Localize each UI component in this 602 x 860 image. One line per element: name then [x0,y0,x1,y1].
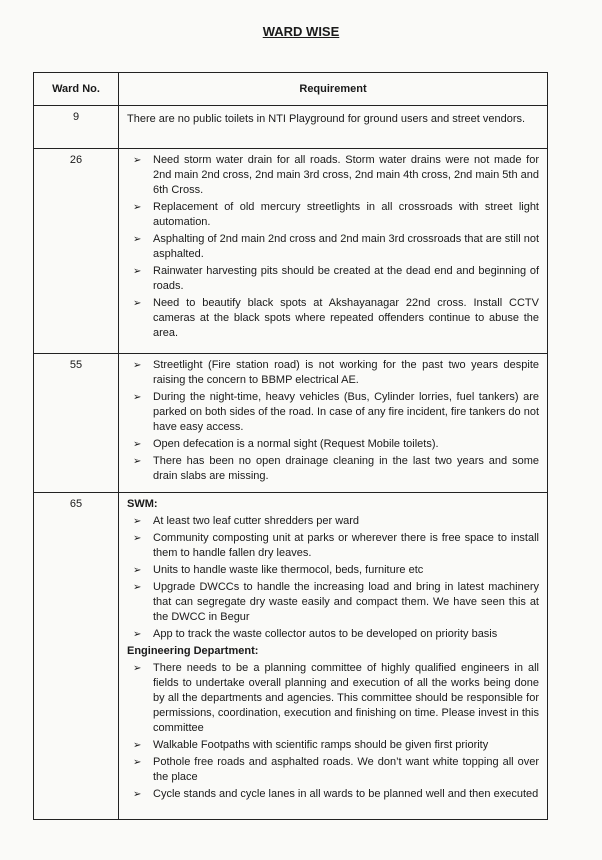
table-row [34,354,548,493]
section-heading-swm: SWM: [127,498,158,510]
section-heading-engineering: Engineering Department: [127,645,259,657]
list-item: ➢ Community composting unit at parks or wherever there is free space to install them to handle fallen dry leaves. [153,531,539,561]
ward-number: 65 [34,493,119,820]
header-requirement: Requirement [119,73,548,106]
list-item: ➢ Pothole free roads and asphalted roads. We don’t want white topping all over the place [153,755,539,785]
swm-list [127,514,539,642]
list-item: ➢ Rainwater harvesting pits should be created at the dead end and beginning of roads. [153,264,539,294]
requirement-cell [119,493,548,820]
list-item: ➢ App to track the waste collector autos to be developed on priority basis [153,627,539,642]
list-item: ➢ Need to beautify black spots at Akshayanagar 22nd cross. Install CCTV cameras at the black spots where repeated offenders continue to abuse the area. [153,296,539,341]
list-item: ➢ During the night-time, heavy vehicles (Bus, Cylinder lorries, fuel tankers) are parked on both sides of the road. In case of any fire incident, fire tankers do not have easy access. [153,390,539,435]
header-ward-no: Ward No. [34,73,119,106]
list-item: ➢ Open defecation is a normal sight (Request Mobile toilets). [153,437,539,452]
ward-number: 55 [34,354,119,493]
ward-number: 26 [34,149,119,354]
list-item: ➢ Asphalting of 2nd main 2nd cross and 2nd main 3rd crossroads that are still not asphalted. [153,232,539,262]
list-item: ➢ Need storm water drain for all roads. Storm water drains were not made for 2nd main 2nd cross, 2nd main 3rd cross, 2nd main 4th cross, 2nd main 5th and 6th Cross. [153,153,539,198]
engineering-list [127,661,539,802]
list-item: ➢ There needs to be a planning committee of highly qualified engineers in all fields to undertake overall planning and execution of all the works being done by all the departments and agencies. This committee should be responsible for permissions, coordination, execution and finishing on time. Please invest in this committee [153,661,539,736]
list-item: ➢ Walkable Footpaths with scientific ramps should be given first priority [153,738,539,753]
table-header-row [34,73,548,106]
page-title: WARD WISE [262,24,340,39]
requirement-list [127,358,539,484]
table-row [34,149,548,354]
ward-number: 9 [34,106,119,149]
list-item: ➢ At least two leaf cutter shredders per ward [153,514,539,529]
requirements-table [33,72,548,820]
requirement-cell [119,149,548,354]
list-item: ➢ There has been no open drainage cleaning in the last two years and some drain slabs are missing. [153,454,539,484]
list-item: ➢ Upgrade DWCCs to handle the increasing load and bring in latest machinery that can segregate dry waste easily and compact them. We have seen this at the DWCC in Begur [153,580,539,625]
list-item: ➢ Units to handle waste like thermocol, beds, furniture etc [153,563,539,578]
list-item: ➢ Cycle stands and cycle lanes in all wards to be planned well and then executed [153,787,539,802]
requirement-cell [119,354,548,493]
table-row [34,493,548,820]
requirement-text: There are no public toilets in NTI Playground for ground users and street vendors. [119,106,548,149]
requirement-list [127,153,539,341]
list-item: ➢ Streetlight (Fire station road) is not working for the past two years despite raising the concern to BBMP electrical AE. [153,358,539,388]
table-row [34,106,548,149]
list-item: ➢ Replacement of old mercury streetlights in all crossroads with street light automation. [153,200,539,230]
